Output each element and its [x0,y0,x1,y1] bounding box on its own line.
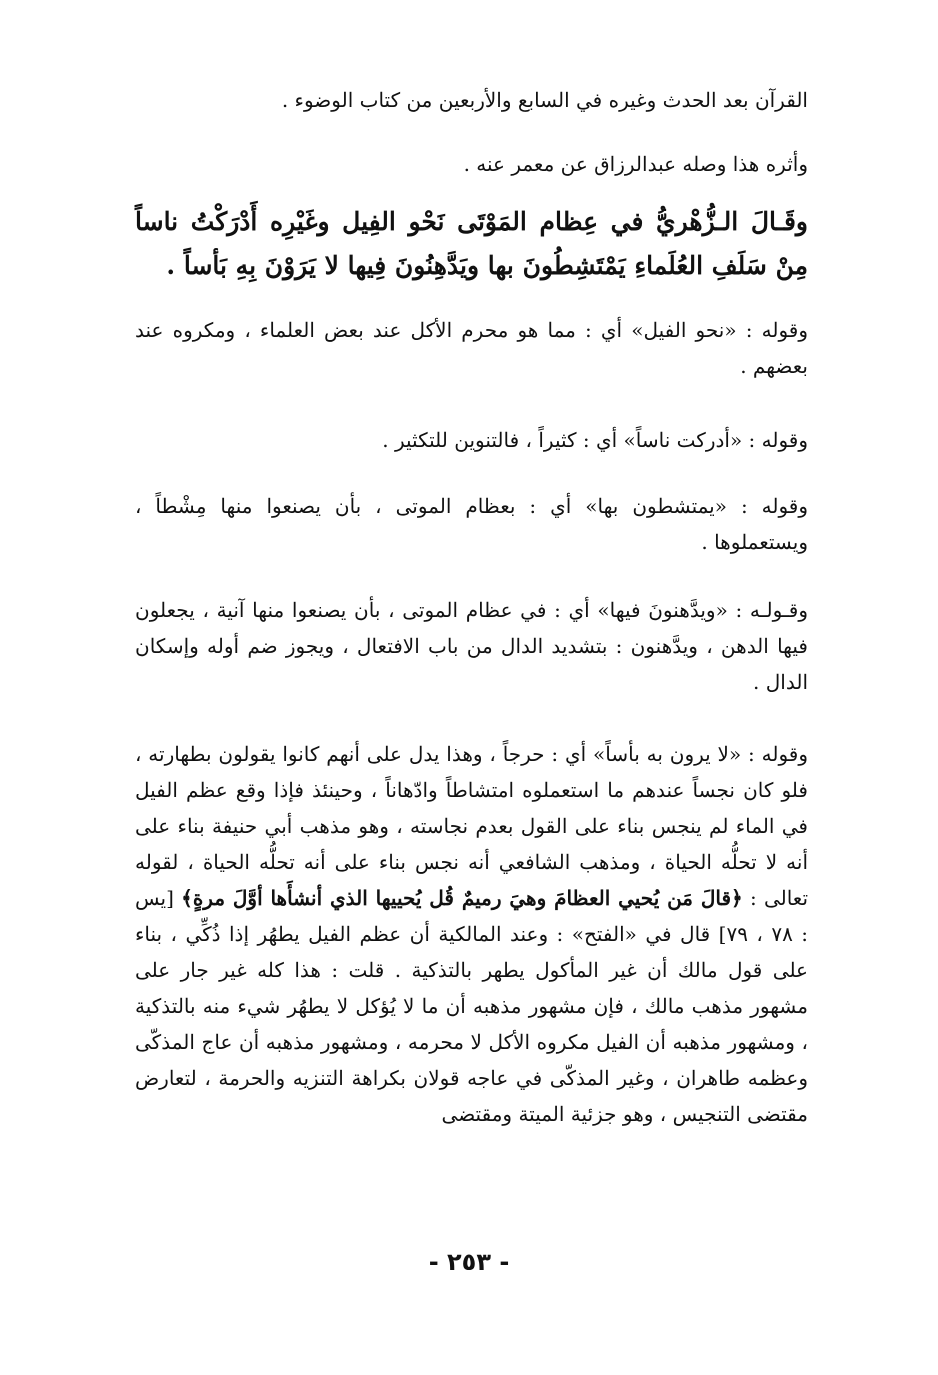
paragraph-la-yarawna [135,736,808,1132]
paragraph-continuation: القرآن بعد الحدث وغيره في السابع والأربعين من كتاب الوضوء . [281,88,808,112]
page-number: - ٢٥٣ - [428,1248,510,1276]
paragraph-yamtashitun: وقوله : «يمتشطون بها» أي : بعظام الموتى ، بأن يصنعوا منها مِشْطاً ، ويستعملوها . [135,494,808,554]
paragraph-adraktu: وقوله : «أدركت ناساً» أي : كثيراً ، فالتنوين للتكثير . [382,428,808,452]
paragraph-la-yarawna-part2: [يس : ٧٨ ، ٧٩] قال في «الفتح» : وعند المالكية أن عظم الفيل يطهُر إذا ذُكِّي ، بناء على قول مالك أن غير المأكول يطهر بالتذكية . قلت : هذا كله غير جار على مشهور مذهب مالك ، فإن مشهور مذهبه أن ما لا يُؤكل لا يطهُر شيء منه بالتذكية ، ومشهور مذهبه أن الفيل مكروه الأكل لا محرمه ، ومشهور مذهبه أن عاج المذكّى وعظمه طاهران ، وغير المذكّى في عاجه قولان بكراهة التنزيه والحرمة ، لتعارض مقتضى التنجيس ، وهو جزئية الميتة ومقتضى [135,886,808,1126]
paragraph-athar: وأثره هذا وصله عبدالرزاق عن معمر عنه . [463,152,808,176]
paragraph-naḥw-al-fil: وقوله : «نحو الفيل» أي : مما هو محرم الأكل عند بعض العلماء ، ومكروه عند بعضهم . [135,318,808,378]
quran-verse: ﴿قالَ مَن يُحيي العظامَ وهيَ رميمٌ قُل يُحييها الذي أنشأَها أوَّلَ مرةٍ﴾ [181,886,743,910]
paragraph-la-yarawna-part1: وقوله : «لا يرون به بأساً» أي : حرجاً ، وهذا يدل على أنهم كانوا يقولون بطهارته ، فلو كان نجساً عندهم ما استعملوه امتشاطاً وادّهاناً ، وحينئذ فإذا وقع عظم الفيل في الماء لم ينجس بناء على القول بعدم نجاسته ، وهو مذهب أبي حنيفة بناء على أنه لا تحلُّه الحياة ، ومذهب الشافعي أنه نجس بناء على أنه تحلُّه الحياة ، لقوله تعالى : [135,742,809,910]
paragraph-matn: وقَـالَ الـزُّهْريُّ في عِظام المَوْتَى نَحْو الفِيل وغَيْرِه أَدْرَكْتُ ناساً مِنْ سَلَفِ العُلَماءِ يَمْتَشِطُونَ بها ويَدَّهِنُونَ فِيها لا يَرَوْنَ بِهِ بَأساً . [135,207,808,280]
paragraph-yaddahinun: وقـولـه : «ويدَّهنونَ فيها» أي : في عظام الموتى ، بأن يصنعوا منها آنية ، يجعلون فيها الدهن ، ويدَّهنون : بتشديد الدال من باب الافتعال ، ويجوز ضم أوله وإسكان الدال . [135,598,808,694]
